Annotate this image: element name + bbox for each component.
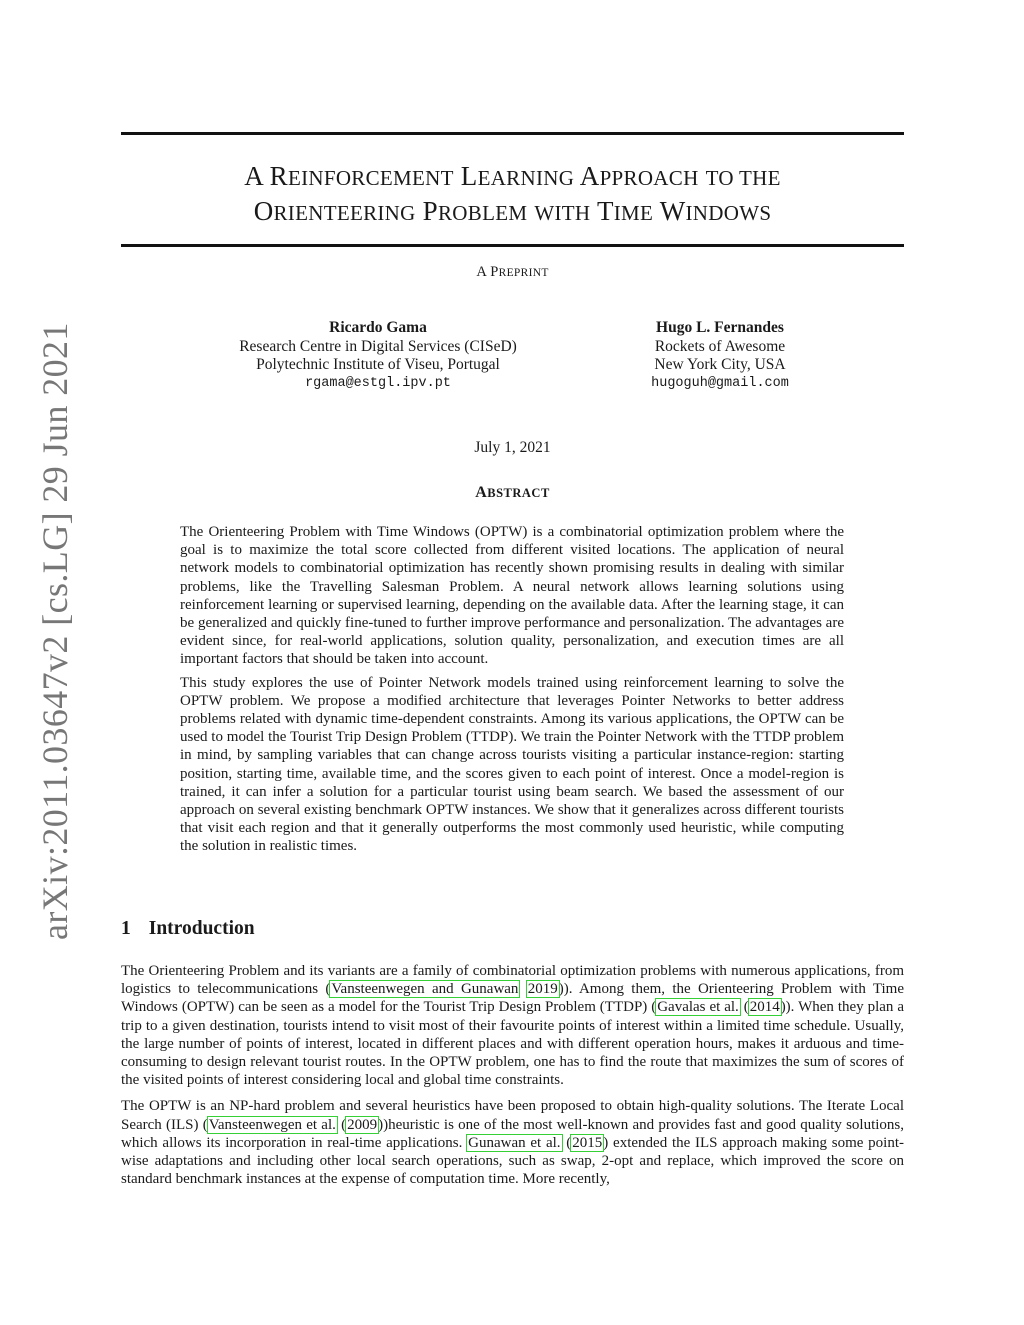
abstract-paragraph: This study explores the use of Pointer Network models trained using reinforcement learning to solve the OPTW problem. We propose a modified architecture that leverages Pointer Networks to better address problems related with dynamic time-dependent constraints. Among its various applications, the OPTW can be used to model the Tourist Trip Design Problem (TTDP). We train the Pointer Network with the TTDP problem in mind, by sampling variables that can change across tourists visiting a particular instance-region: starting position, starting time, available time, and the scores given to each point of interest. Once a model-region is trained, it can infer a solution for a particular tourist using beam search. We based the assessment of our approach on several existing benchmark OPTW instances. We show that it generalizes across different tourists that visit each region and that it generally outperforms the most commonly used heuristic, while computing the solution in realistic times.	[180, 674, 844, 855]
citation-link[interactable]: 2014	[749, 999, 780, 1016]
citation-link[interactable]: 2019	[527, 981, 558, 998]
citation-link[interactable]: Gunawan et al.	[468, 1134, 561, 1151]
abstract-paragraph: The Orienteering Problem with Time Windows (OPTW) is a combinatorial optimization problem where the goal is to maximize the total score collected from different visited locations. The application of neural network models to combinatorial optimization has recently shown promising results in dealing with similar problems, like the Travelling Salesman Problem. A neural network allows learning solutions using reinforcement learning or supervised learning, depending on the available data. After the learning stage, it can be generalized and quickly fine-tuned to further improve performance and personalization. The advantages are evident since, for real-world applications, solution quality, personalization, and execution times are all important factors that should be taken into account.	[180, 524, 844, 668]
author-name: Hugo L. Fernandes	[656, 319, 784, 336]
author-affiliation: New York City, USA	[654, 356, 786, 373]
author-email[interactable]: rgama@estgl.ipv.pt	[305, 375, 451, 391]
paper-title-line-2: ORIENTEERING PROBLEM WITH TIME WINDOWS	[253, 196, 772, 226]
author-email[interactable]: hugoguh@gmail.com	[651, 375, 789, 391]
paper-title-line-1: A REINFORCEMENT LEARNING APPROACH TO THE	[244, 161, 781, 191]
author-affiliation: Polytechnic Institute of Viseu, Portugal	[256, 356, 500, 373]
citation-link[interactable]: Vansteenwegen and Gunawan	[331, 981, 519, 998]
arxiv-identifier: arXiv:2011.03647v2 [cs.LG] 29 Jun 2021	[35, 322, 75, 940]
author-name: Ricardo Gama	[329, 319, 427, 336]
citation-link[interactable]: 2009	[347, 1116, 378, 1133]
section-heading-introduction: 1 Introduction	[121, 918, 255, 939]
author-affiliation: Research Centre in Digital Services (CISeD)	[239, 337, 517, 355]
abstract-body	[180, 523, 844, 861]
body-paragraph: The Orienteering Problem and its variants are a family of combinatorial optimization problems with numerous applications, from logistics to telecommunications (Vansteenwegen and Gunawan 2019)). Among them, the Orienteering Problem with Time Windows (OPTW) can be seen as a model for the Tourist Trip Design Problem (TTDP) (Gavalas et al. (2014)). When they plan a trip to a given destination, tourists intend to visit most of their favourite points of interest within a limited time schedule. Usually, the large number of points of interest, located in different places and with different operation hours, makes it arduous and time-consuming to design relevant tourist routes. In the OPTW problem, one has to find the route that maximizes the sum of scores of the visited points of interest considering local and global time constraints.	[121, 963, 905, 1089]
citation-link[interactable]: 2015	[572, 1134, 603, 1151]
body-paragraph: The OPTW is an NP-hard problem and several heuristics have been proposed to obtain high-quality solutions. The Iterate Local Search (ILS) (Vansteenwegen et al. (2009))heuristic is one of the most well-known and provides fast and good quality solutions, which allows its incorporation in real-time applications. Gunawan et al. (2015) extended the ILS approach making some point-wise adaptations and including other local search operations, such as swap, 2-opt and replace, which improved the score on standard benchmark instances at the expense of computation time. More recently,	[121, 1098, 905, 1188]
citation-link[interactable]: Gavalas et al.	[657, 999, 739, 1016]
author-affiliation: Rockets of Awesome	[654, 337, 786, 355]
abstract-heading: ABSTRACT	[475, 484, 550, 501]
publication-date: July 1, 2021	[474, 439, 551, 456]
title-bottom-rule	[121, 244, 904, 247]
author-block-2	[610, 319, 830, 393]
title-top-rule	[121, 132, 904, 135]
citation-link[interactable]: Vansteenwegen et al.	[208, 1116, 336, 1133]
introduction-body	[121, 962, 904, 1196]
author-block-1	[208, 319, 548, 393]
preprint-label: A PREPRINT	[476, 264, 549, 280]
